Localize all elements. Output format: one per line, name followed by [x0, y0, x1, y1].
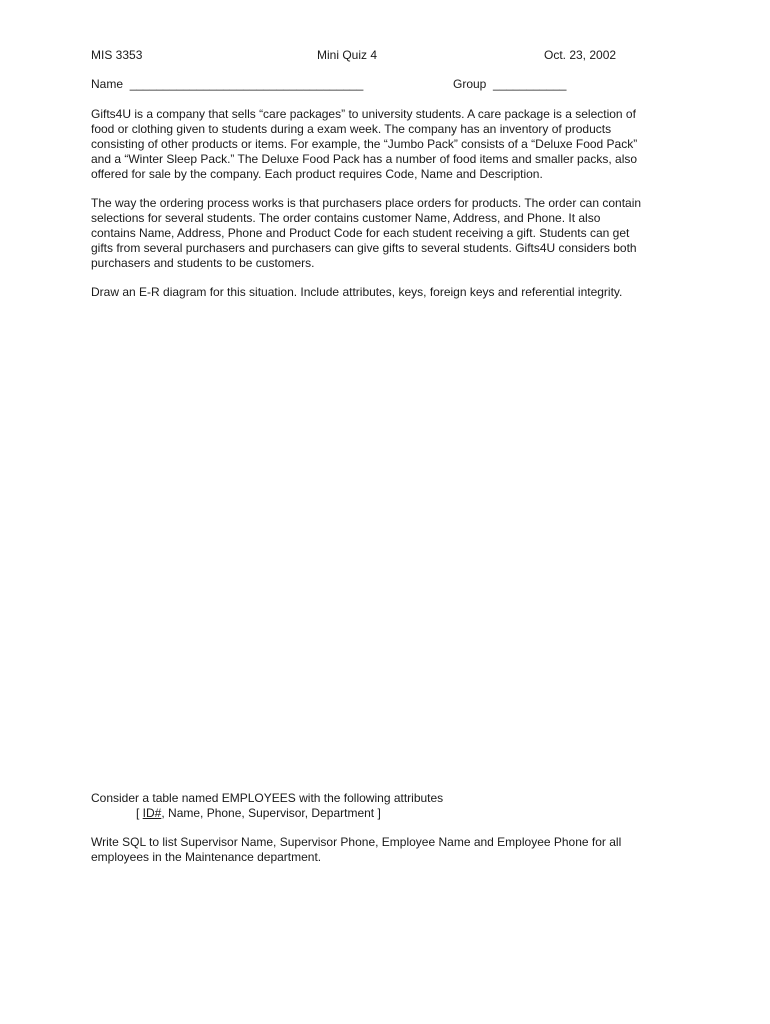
problem1-instruction: Draw an E-R diagram for this situation. Include attributes, keys, foreign keys and referential integrity.: [91, 285, 623, 299]
quiz-title: Mini Quiz 4: [317, 48, 378, 62]
course-code: MIS 3353: [91, 48, 143, 62]
name-field: [91, 77, 363, 92]
problem1-paragraph1: Gifts4U is a company that sells “care packages” to university students. A care package is a selection of food or clothing given to students during a exam week. The company has an inventory of products consisting of other products or items. For example, the “Jumbo Pack” consists of a “Deluxe Food Pack” and a “Winter Sleep Pack.” The Deluxe Food Pack has a number of food items and smaller packs, also offered for sale by the company. Each product requires Code, Name and Description.: [91, 107, 638, 181]
name-blank: ___________________________________: [129, 77, 364, 91]
group-field: [453, 77, 566, 92]
problem2-instruction: Write SQL to list Supervisor Name, Supervisor Phone, Employee Name and Employee Phone for all employees in the Maintenance department.: [91, 835, 622, 864]
problem2-intro: Consider a table named EMPLOYEES with the following attributes: [91, 791, 444, 805]
group-label: Group: [453, 77, 487, 91]
name-label: Name: [91, 77, 124, 91]
problem1-paragraph2: The way the ordering process works is that purchasers place orders for products. The order can contain selections for several students. The order contains customer Name, Address, and Phone. It also contains Name, Address, Phone and Product Code for each student receiving a gift. Students can get gifts from several purchasers and purchasers can give gifts to several students. Gifts4U considers both purchasers and students to be customers.: [91, 196, 642, 270]
employees-attributes: [136, 806, 381, 821]
group-blank: ___________: [493, 77, 567, 91]
attr-key: ID#: [142, 806, 162, 820]
attr-open: [: [136, 806, 143, 820]
quiz-date: Oct. 23, 2002: [544, 48, 617, 62]
attr-rest: , Name, Phone, Supervisor, Department ]: [161, 806, 381, 820]
